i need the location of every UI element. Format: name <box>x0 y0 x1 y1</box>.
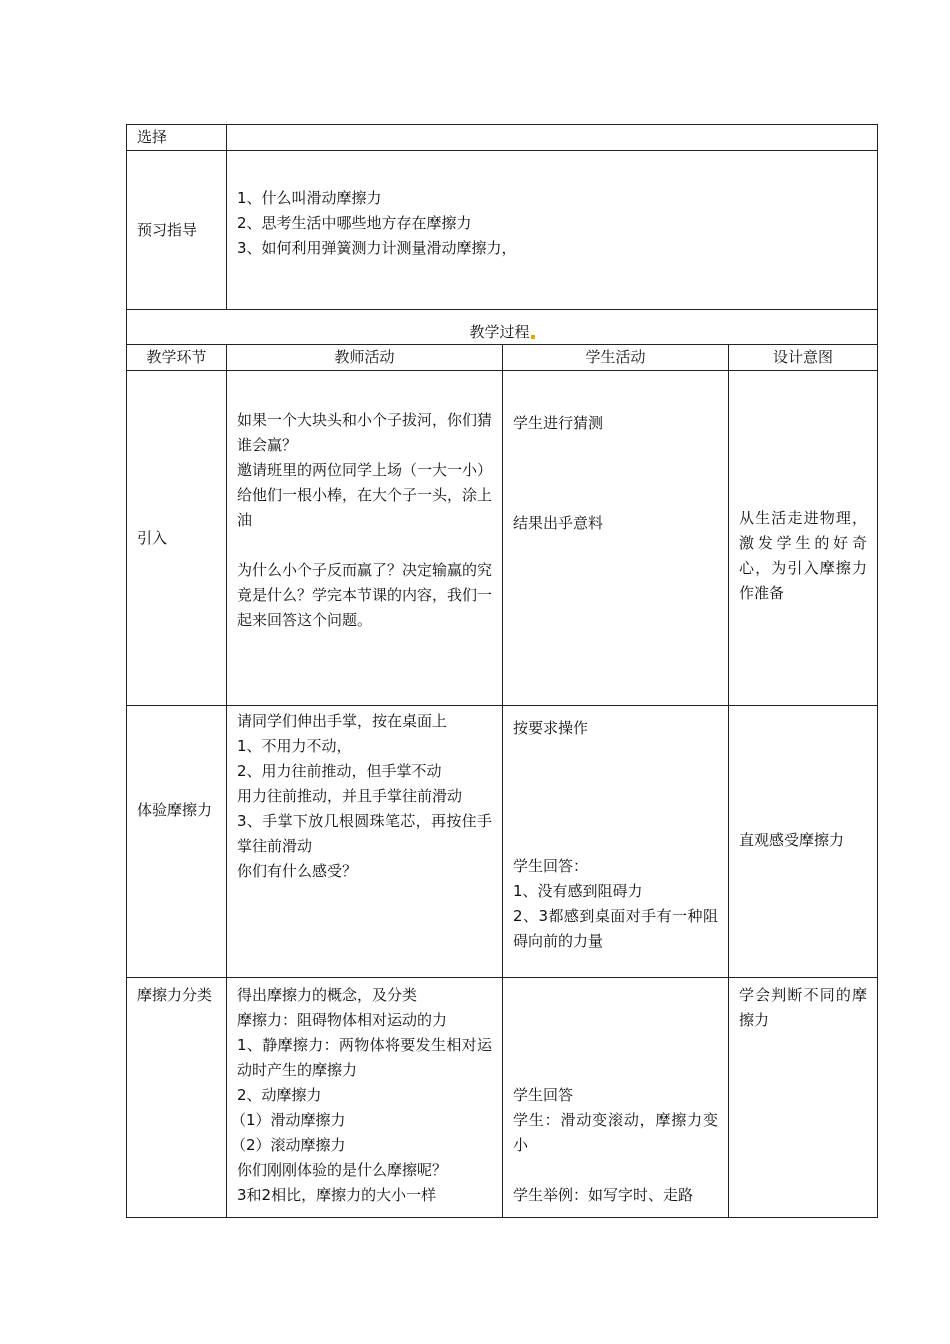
row-stage-intro <box>127 371 878 706</box>
teacher-line: 用力往前推动，并且手掌往前滑动 <box>237 787 463 805</box>
row-stage-classify <box>127 978 878 1218</box>
row-preview <box>127 151 878 310</box>
student-line: 按要求操作 <box>513 719 589 737</box>
student-line: 1、没有感到阻碍力 <box>513 882 643 900</box>
teacher-line: 摩擦力：阻碍物体相对运动的力 <box>237 1011 448 1029</box>
header-teacher: 教师活动 <box>227 345 503 371</box>
row-stage-experience <box>127 706 878 978</box>
student-activity <box>503 371 729 706</box>
header-student: 学生活动 <box>503 345 729 371</box>
teacher-line: 如果一个大块头和小个子拔河，你们猜谁会赢？ <box>237 411 493 454</box>
student-line: 学生：滑动变滚动，摩擦力变小 <box>513 1111 718 1154</box>
design-intent: 直观感受摩擦力 <box>729 706 878 978</box>
stage-name: 摩擦力分类 <box>127 978 227 1218</box>
teacher-line: 2、动摩擦力 <box>237 1086 322 1104</box>
teacher-line: 2、用力往前推动，但手掌不动 <box>237 762 442 780</box>
design-intent: 学会判断不同的摩擦力 <box>729 978 878 1218</box>
student-line: 2、3都感到桌面对手有一种阻碍向前的力量 <box>513 907 718 950</box>
preview-item: 1、什么叫滑动摩擦力 <box>237 189 382 207</box>
student-line: 学生回答： <box>513 857 589 875</box>
student-gap <box>513 1158 718 1183</box>
lesson-table <box>126 124 878 1218</box>
choose-label: 选择 <box>127 125 227 151</box>
process-title: 教学过程 <box>469 323 530 341</box>
student-line: 学生回答 <box>513 1086 574 1104</box>
preview-item: 2、思考生活中哪些地方存在摩擦力 <box>237 214 472 232</box>
teacher-line: （2）滚动摩擦力 <box>231 1136 346 1154</box>
teacher-line: （1）滑动摩擦力 <box>231 1111 346 1129</box>
row-headers <box>127 345 878 371</box>
teacher-activity <box>227 371 503 706</box>
teacher-line: 你们刚刚体验的是什么摩擦呢？ <box>237 1161 448 1179</box>
teacher-line: 3、手掌下放几根圆珠笔芯，再按住手掌往前滑动 <box>237 812 492 855</box>
teacher-line: 请同学们伸出手掌，按在桌面上 <box>237 712 448 730</box>
teacher-line: 3和2相比，摩擦力的大小一样 <box>237 1186 437 1204</box>
header-stage: 教学环节 <box>127 345 227 371</box>
stage-name: 体验摩擦力 <box>127 706 227 978</box>
student-line: 学生进行猜测 <box>513 414 604 432</box>
student-line: 学生举例：如写字时、走路 <box>513 1186 694 1204</box>
student-line: 结果出乎意料 <box>513 514 604 532</box>
teacher-line: 1、不用力不动， <box>237 737 352 755</box>
teacher-line: 你们有什么感受？ <box>237 862 358 880</box>
student-gap <box>513 741 718 854</box>
preview-item: 3、如何利用弹簧测力计测量滑动摩擦力， <box>237 239 517 257</box>
edit-mark-icon <box>531 335 535 339</box>
teacher-activity <box>227 706 503 978</box>
student-gap <box>513 436 718 511</box>
process-title-cell <box>127 310 878 345</box>
preview-label: 预习指导 <box>127 151 227 310</box>
teacher-gap <box>237 533 492 558</box>
teacher-line: 得出摩擦力的概念，及分类 <box>237 986 418 1004</box>
row-choose <box>127 125 878 151</box>
teacher-line: 为什么小个子反而赢了？决定输赢的究竟是什么？学完本节课的内容，我们一起来回答这个问题。 <box>237 561 493 629</box>
teacher-line: 邀请班里的两位同学上场（一大一小） <box>237 461 493 479</box>
teacher-line: 1、静摩擦力：两物体将要发生相对运动时产生的摩擦力 <box>237 1036 492 1079</box>
student-activity <box>503 978 729 1218</box>
teacher-activity <box>227 978 503 1218</box>
design-intent: 从生活走进物理，激发学生的好奇心，为引入摩擦力作准备 <box>729 371 878 706</box>
teacher-line: 给他们一根小棒，在大个子一头，涂上油 <box>237 486 493 529</box>
preview-content <box>227 151 878 310</box>
student-activity <box>503 706 729 978</box>
header-intent: 设计意图 <box>729 345 878 371</box>
stage-name: 引入 <box>127 371 227 706</box>
choose-content <box>227 125 878 151</box>
row-process-title <box>127 310 878 345</box>
